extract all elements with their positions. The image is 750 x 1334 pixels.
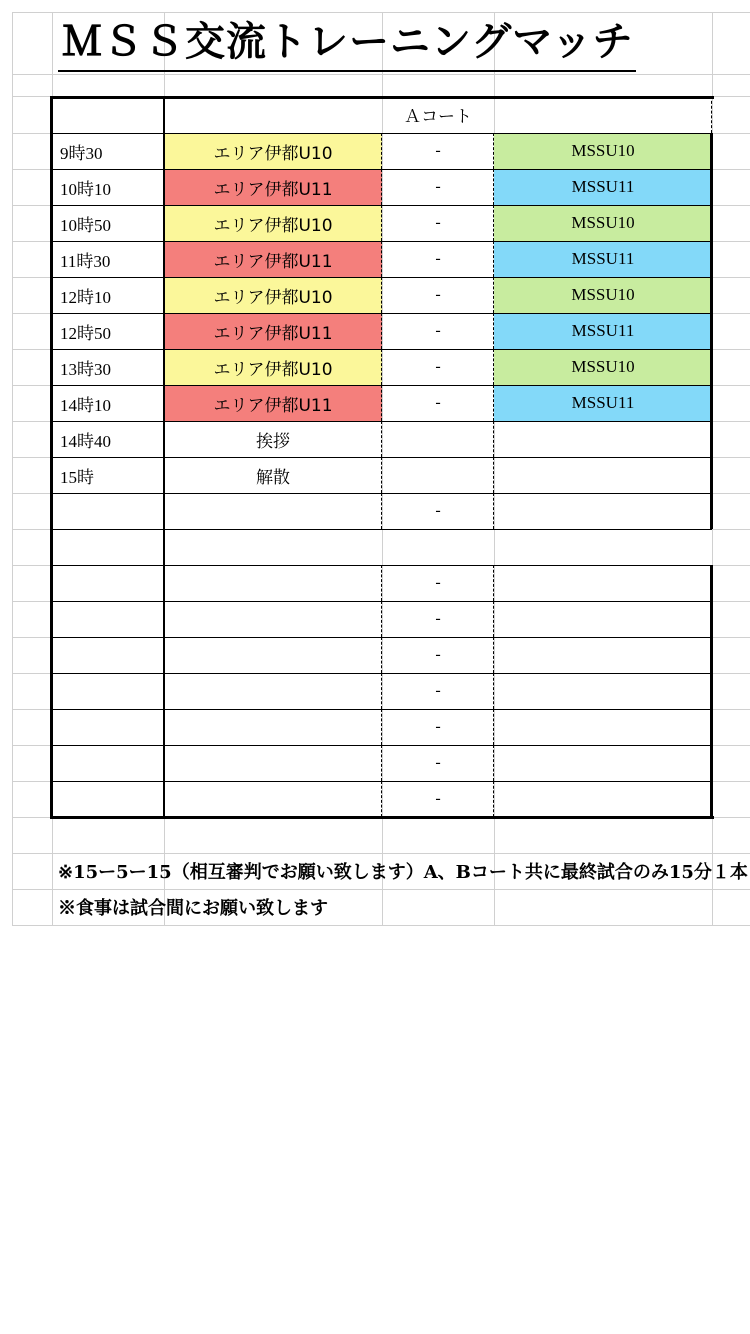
home-team-cell: エリア伊都U11 — [213, 251, 333, 272]
score-right-dashed-border — [493, 421, 494, 457]
separator-cell: - — [435, 682, 441, 699]
away-team-cell — [494, 745, 712, 781]
grid-row-line — [12, 925, 750, 926]
score-left-dashed-border — [381, 277, 382, 313]
away-team-cell: MSSU10 — [571, 141, 635, 160]
score-right-dashed-border — [493, 277, 494, 313]
separator-cell — [382, 529, 494, 565]
grid-row-line — [12, 12, 750, 13]
home-team-cell: エリア伊都U10 — [213, 215, 333, 236]
note-meal: ※食事は試合間にお願い致します — [58, 898, 328, 919]
time-cell: 11時30 — [60, 251, 111, 271]
row-border — [52, 709, 712, 711]
away-team-cell: MSSU10 — [571, 285, 635, 304]
row-border — [52, 673, 712, 675]
score-right-dashed-border — [493, 565, 494, 601]
separator-cell — [382, 457, 494, 493]
row-border — [52, 493, 712, 495]
score-right-dashed-border — [493, 169, 494, 205]
home-team-cell — [164, 673, 382, 709]
home-team-cell — [164, 709, 382, 745]
score-left-dashed-border — [381, 673, 382, 709]
row-border — [52, 601, 712, 603]
separator-cell: - — [435, 214, 441, 231]
away-team-cell: MSSU11 — [571, 249, 635, 268]
away-team-cell — [494, 673, 712, 709]
away-team-cell: MSSU10 — [571, 213, 635, 232]
row-border — [52, 781, 712, 783]
score-right-dashed-border — [493, 241, 494, 277]
score-left-dashed-border — [381, 241, 382, 277]
score-left-dashed-border — [381, 349, 382, 385]
home-team-cell: エリア伊都U11 — [213, 323, 333, 344]
row-border — [52, 565, 712, 567]
time-cell: 15時 — [60, 467, 94, 487]
row-border — [52, 529, 712, 531]
row-border — [52, 241, 712, 243]
row-border — [52, 169, 712, 171]
score-left-dashed-border — [381, 313, 382, 349]
away-team-cell: MSSU11 — [571, 321, 635, 340]
score-right-dashed-border — [493, 637, 494, 673]
court-header: Ａコート — [404, 107, 472, 127]
home-team-cell: エリア伊都U10 — [213, 143, 333, 164]
home-team-cell — [164, 601, 382, 637]
separator-cell: - — [435, 574, 441, 591]
score-right-dashed-border — [493, 205, 494, 241]
score-right-dashed-border — [493, 349, 494, 385]
time-cell: 13時30 — [60, 359, 111, 379]
separator-cell: - — [435, 394, 441, 411]
time-cell — [52, 709, 164, 745]
separator-cell: - — [435, 250, 441, 267]
time-cell — [52, 565, 164, 601]
row-border — [52, 277, 712, 279]
row-border — [52, 745, 712, 747]
table-right-border — [710, 133, 713, 529]
score-left-dashed-border — [381, 745, 382, 781]
away-team-cell — [494, 457, 712, 493]
home-team-cell: エリア伊都U11 — [213, 179, 333, 200]
score-left-dashed-border — [381, 493, 382, 529]
row-border — [52, 817, 712, 819]
away-team-cell: MSSU10 — [571, 357, 635, 376]
time-cell: 10時50 — [60, 215, 111, 235]
separator-cell: - — [435, 646, 441, 663]
time-cell: 10時10 — [60, 179, 111, 199]
grid-row-line — [12, 74, 750, 75]
separator-cell: - — [435, 754, 441, 771]
header-right-dashed-border — [711, 96, 712, 133]
separator-cell: - — [435, 286, 441, 303]
home-team-cell — [164, 745, 382, 781]
separator-cell: - — [435, 790, 441, 807]
row-border — [52, 421, 712, 423]
time-cell: 12時50 — [60, 323, 111, 343]
score-left-dashed-border — [381, 385, 382, 421]
row-border — [52, 133, 712, 135]
row-border — [52, 457, 712, 459]
score-left-dashed-border — [381, 457, 382, 493]
away-team-cell — [494, 601, 712, 637]
score-left-dashed-border — [381, 565, 382, 601]
separator-cell: - — [435, 502, 441, 519]
home-team-cell — [164, 529, 382, 565]
away-team-cell: MSSU11 — [571, 177, 635, 196]
score-right-dashed-border — [493, 493, 494, 529]
separator-cell: - — [435, 358, 441, 375]
score-right-dashed-border — [493, 313, 494, 349]
home-team-cell: 解散 — [256, 467, 290, 488]
home-team-cell — [164, 565, 382, 601]
row-border — [52, 349, 712, 351]
note-referee: ※15ー5ー15（相互審判でお願い致します）A、Bコート共に最終試合のみ15分１本 — [58, 862, 748, 883]
score-left-dashed-border — [381, 601, 382, 637]
separator-cell: - — [435, 610, 441, 627]
away-team-cell — [494, 529, 712, 565]
row-border — [52, 385, 712, 387]
score-right-dashed-border — [493, 673, 494, 709]
separator-cell: - — [435, 178, 441, 195]
separator-cell: - — [435, 718, 441, 735]
home-team-cell: エリア伊都U10 — [213, 359, 333, 380]
home-team-cell — [164, 493, 382, 529]
time-cell — [52, 637, 164, 673]
grid-col-line — [12, 12, 13, 925]
separator-cell: - — [435, 322, 441, 339]
score-left-dashed-border — [381, 169, 382, 205]
time-cell — [52, 745, 164, 781]
score-right-dashed-border — [493, 457, 494, 493]
home-team-cell — [164, 637, 382, 673]
time-cell: 9時30 — [60, 143, 103, 163]
separator-cell: - — [435, 142, 441, 159]
page-title: ＭＳＳ交流トレーニングマッチ — [58, 14, 636, 72]
score-right-dashed-border — [493, 709, 494, 745]
score-right-dashed-border — [493, 385, 494, 421]
score-left-dashed-border — [381, 133, 382, 169]
score-left-dashed-border — [381, 205, 382, 241]
table-top-border — [50, 96, 714, 99]
home-team-cell — [164, 781, 382, 817]
home-team-cell: 挨拶 — [256, 431, 290, 452]
away-team-cell — [494, 565, 712, 601]
away-team-cell: MSSU11 — [571, 393, 635, 412]
time-cell — [52, 601, 164, 637]
time-cell: 12時10 — [60, 287, 111, 307]
row-border — [52, 205, 712, 207]
score-right-dashed-border — [493, 781, 494, 817]
away-team-cell — [494, 421, 712, 457]
score-left-dashed-border — [381, 709, 382, 745]
away-team-cell — [494, 637, 712, 673]
score-right-dashed-border — [493, 745, 494, 781]
score-right-dashed-border — [493, 133, 494, 169]
home-team-cell: エリア伊都U11 — [213, 395, 333, 416]
score-right-dashed-border — [493, 601, 494, 637]
score-left-dashed-border — [381, 781, 382, 817]
time-cell — [52, 493, 164, 529]
separator-cell — [382, 421, 494, 457]
time-cell: 14時10 — [60, 395, 111, 415]
away-team-cell — [494, 781, 712, 817]
away-team-cell — [494, 709, 712, 745]
time-cell — [52, 781, 164, 817]
time-cell — [52, 529, 164, 565]
row-border — [52, 313, 712, 315]
time-cell: 14時40 — [60, 431, 111, 451]
row-border — [52, 637, 712, 639]
score-left-dashed-border — [381, 637, 382, 673]
away-team-cell — [494, 493, 712, 529]
time-cell — [52, 673, 164, 709]
home-team-cell: エリア伊都U10 — [213, 287, 333, 308]
score-left-dashed-border — [381, 421, 382, 457]
